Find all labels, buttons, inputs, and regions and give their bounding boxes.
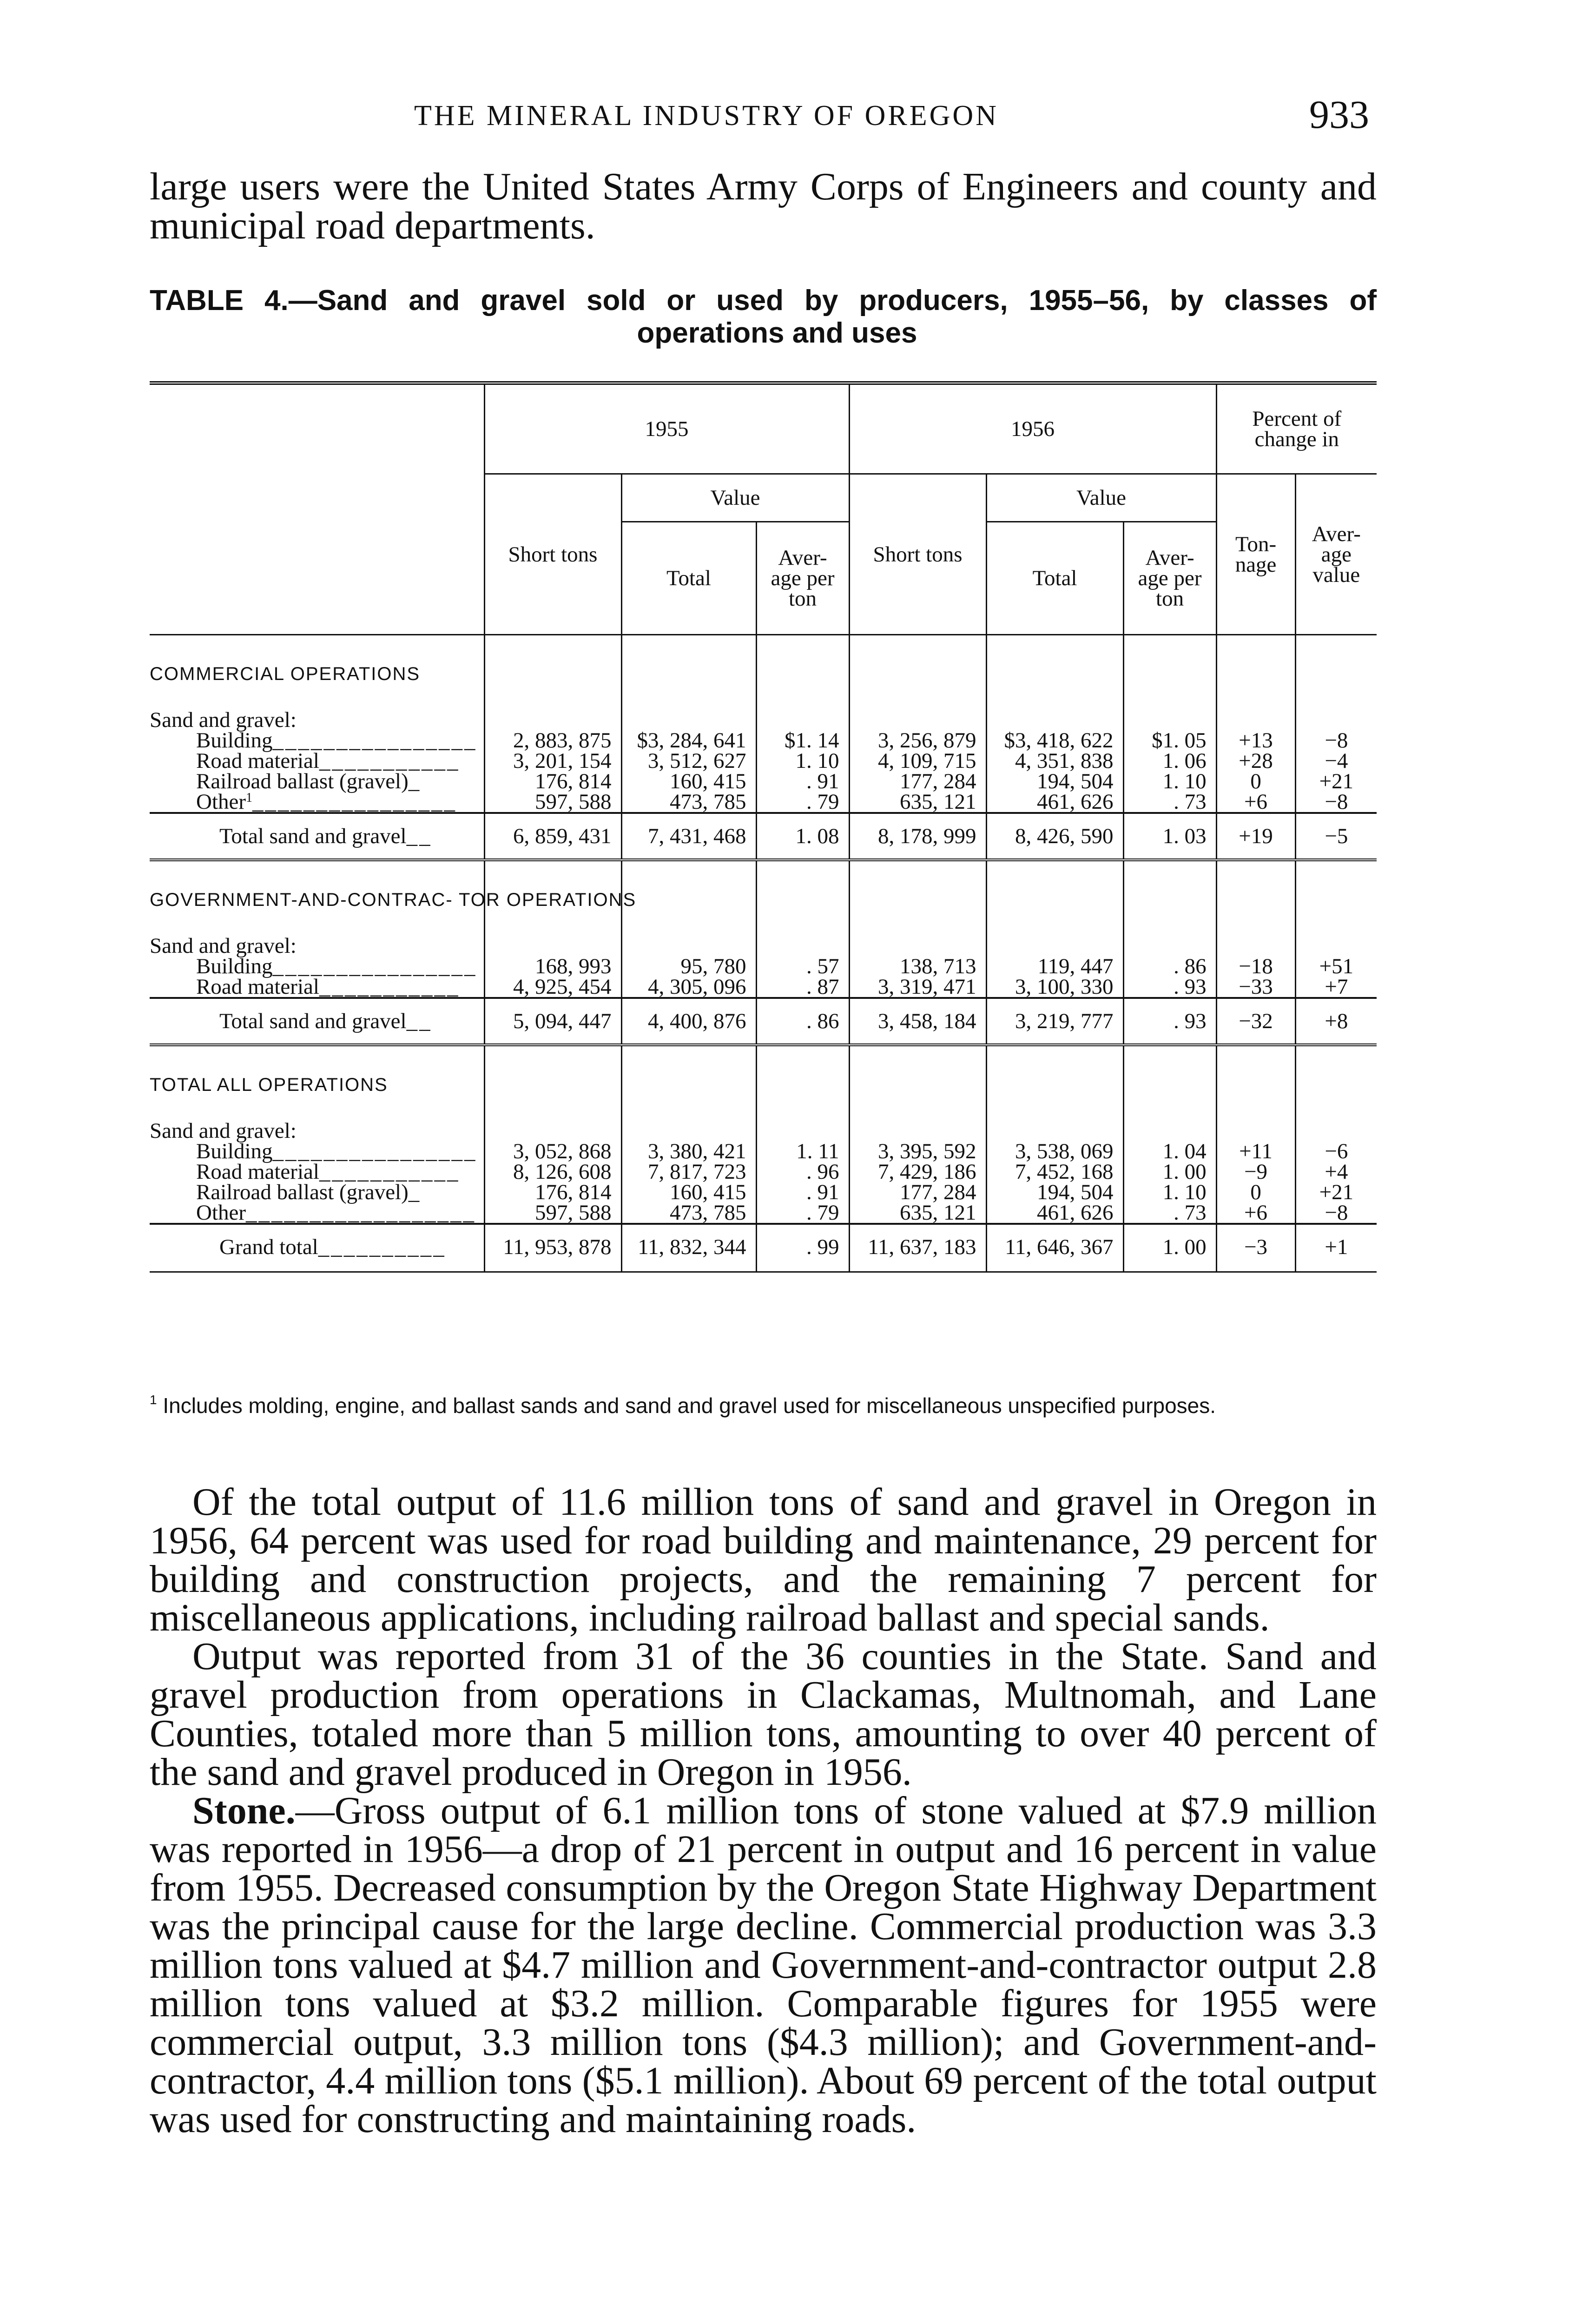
header-year-1956: 1956: [849, 383, 1216, 474]
header-percent-change: Percent of change in: [1216, 383, 1377, 474]
dot-leader: ________________: [252, 790, 457, 814]
header-total-1956: Total: [986, 522, 1123, 635]
cell-a56: 1. 04: [1123, 1141, 1216, 1162]
empty-cell: [849, 635, 986, 699]
cell-t56: 138, 713: [849, 956, 986, 977]
cell-a56: . 86: [1123, 956, 1216, 977]
cell-v56: $3, 418, 622: [986, 730, 1123, 751]
paragraph-counties: Output was reported from 31 of the 36 counties in the State. Sand and gravel production from operations in Clackamas, Multnomah, and Lane Counties, totaled more than 5 million tons, amounting to over 40 percent of the sand and gravel produced in Oregon in 1956.: [150, 1635, 1377, 1794]
empty-cell: [1295, 860, 1377, 924]
header-tonnage: Ton- nage: [1216, 474, 1295, 635]
group-heading-label: GOVERNMENT-AND-CONTRAC- TOR OPERATIONS: [150, 890, 637, 910]
table-row: [150, 751, 1377, 771]
empty-cell: [1295, 1045, 1377, 1109]
group-heading-label: TOTAL ALL OPERATIONS: [150, 1075, 388, 1095]
empty-cell: [621, 860, 756, 924]
row-label: [150, 813, 484, 860]
subheading-label: Sand and gravel:: [150, 708, 297, 732]
cell-v56: 4, 351, 838: [986, 751, 1123, 771]
row-label-text: Building: [196, 728, 273, 753]
row-label-text: Building: [196, 1139, 273, 1163]
cell-v55: 11, 832, 344: [621, 1224, 756, 1272]
cell-t55: 5, 094, 447: [484, 998, 621, 1045]
dot-leader: __: [406, 824, 432, 848]
empty-cell: [621, 699, 756, 730]
group-heading: [150, 860, 1377, 924]
cell-v55: 4, 305, 096: [621, 977, 756, 998]
lead-paragraph: large users were the United States Army Corps of Engineers and county and municipal road departments.: [150, 165, 1377, 247]
group-heading-label: COMMERCIAL OPERATIONS: [150, 664, 421, 684]
cell-percent-tonnage: +6: [1216, 1202, 1295, 1224]
empty-cell: [1216, 1109, 1295, 1141]
empty-cell: [756, 699, 849, 730]
table-caption: [150, 284, 1377, 350]
total-row: [150, 998, 1377, 1045]
header-value-1956: Value: [986, 474, 1216, 522]
empty-cell: [621, 1045, 756, 1109]
header-value-1955: Value: [621, 474, 849, 522]
sand-gravel-table: [150, 381, 1377, 1273]
footnote-marker: 1: [150, 1393, 157, 1407]
cell-percent-tonnage: +19: [1216, 813, 1295, 860]
empty-cell: [756, 860, 849, 924]
cell-v55: 7, 431, 468: [621, 813, 756, 860]
cell-t55: 4, 925, 454: [484, 977, 621, 998]
row-label-text: Railroad ballast (gravel): [196, 769, 409, 793]
empty-cell: [1123, 1045, 1216, 1109]
cell-a56: 1. 00: [1123, 1162, 1216, 1182]
cell-percent-average-value: +21: [1295, 771, 1377, 792]
cell-v56: 461, 626: [986, 1202, 1123, 1224]
cell-t55: 6, 859, 431: [484, 813, 621, 860]
empty-cell: [986, 924, 1123, 956]
cell-a55: . 99: [756, 1224, 849, 1272]
stone-run-in-heading: Stone.: [192, 1789, 296, 1832]
empty-cell: [621, 924, 756, 956]
group-heading: [150, 1045, 1377, 1109]
cell-a56: 1. 10: [1123, 771, 1216, 792]
row-label-text: Road material: [196, 749, 319, 773]
empty-cell: [1216, 924, 1295, 956]
cell-percent-tonnage: −18: [1216, 956, 1295, 977]
cell-percent-tonnage: −9: [1216, 1162, 1295, 1182]
row-label: [150, 998, 484, 1045]
table-body: [150, 635, 1377, 1272]
table-row: [150, 1141, 1377, 1162]
row-label: [150, 771, 484, 792]
cell-a56: . 73: [1123, 1202, 1216, 1224]
table-row: [150, 1162, 1377, 1182]
table-header: [150, 383, 1377, 635]
header-average-per-ton-1956: Aver- age per ton: [1123, 522, 1216, 635]
subheading: [150, 924, 1377, 956]
empty-cell: [484, 699, 621, 730]
cell-t55: 3, 201, 154: [484, 751, 621, 771]
row-label: [150, 1224, 484, 1272]
empty-cell: [484, 1109, 621, 1141]
cell-a55: 1. 10: [756, 751, 849, 771]
stone-paragraph-text: —Gross output of 6.1 million tons of stone valued at $7.9 million was reported in 1956—a drop of 21 percent in output and 16 percent in value from 1955. Decreased consumption by the Oregon State Highway Department was the principal cause for the large decline. Commercial production was 3.3 million tons valued at $4.7 million and Government-and-contractor output 2.8 million tons valued at $3.2 million. Comparable figures for 1955 were commercial output, 3.3 million tons ($4.3 million); and Government-and-contractor, 4.4 million tons ($5.1 million). About 69 percent of the total output was used for constructing and maintaining roads.: [150, 1789, 1377, 2141]
empty-cell: [621, 1109, 756, 1141]
row-label-text: Total sand and gravel: [219, 1009, 407, 1033]
empty-cell: [621, 635, 756, 699]
footnote-text: Includes molding, engine, and ballast sands and sand and gravel used for miscellaneous unspecified purposes.: [163, 1393, 1216, 1418]
cell-percent-tonnage: −33: [1216, 977, 1295, 998]
cell-v55: 160, 415: [621, 771, 756, 792]
dot-leader: _: [408, 1180, 422, 1204]
dot-leader: ___________: [319, 749, 460, 773]
empty-cell: [484, 1045, 621, 1109]
footnote-reference: 1: [246, 791, 253, 805]
table-row: [150, 956, 1377, 977]
cell-percent-tonnage: +28: [1216, 751, 1295, 771]
paragraph-stone: [150, 1791, 1377, 2139]
cell-percent-tonnage: −32: [1216, 998, 1295, 1045]
dot-leader: _: [408, 769, 422, 793]
total-row: [150, 813, 1377, 860]
cell-v56: 11, 646, 367: [986, 1224, 1123, 1272]
cell-v55: 7, 817, 723: [621, 1162, 756, 1182]
cell-a56: 1. 00: [1123, 1224, 1216, 1272]
cell-a55: 1. 08: [756, 813, 849, 860]
subheading-label: Sand and gravel:: [150, 934, 297, 958]
row-label-text: Railroad ballast (gravel): [196, 1180, 409, 1204]
cell-t56: 11, 637, 183: [849, 1224, 986, 1272]
empty-cell: [756, 635, 849, 699]
empty-cell: [484, 924, 621, 956]
cell-t55: 11, 953, 878: [484, 1224, 621, 1272]
table-row: [150, 977, 1377, 998]
empty-cell: [986, 699, 1123, 730]
table-caption-line-2: operations and uses: [637, 317, 917, 349]
cell-v56: 3, 100, 330: [986, 977, 1123, 998]
empty-cell: [1123, 924, 1216, 956]
cell-percent-average-value: −8: [1295, 730, 1377, 751]
cell-v56: 7, 452, 168: [986, 1162, 1123, 1182]
table-row: [150, 1182, 1377, 1202]
cell-v56: 3, 538, 069: [986, 1141, 1123, 1162]
row-label: [150, 1182, 484, 1202]
cell-t55: 3, 052, 868: [484, 1141, 621, 1162]
empty-cell: [986, 860, 1123, 924]
stub-header: [150, 383, 484, 635]
cell-v56: 461, 626: [986, 792, 1123, 813]
cell-t56: 177, 284: [849, 771, 986, 792]
row-label: [150, 730, 484, 751]
empty-cell: [849, 1045, 986, 1109]
row-label-text: Road material: [196, 1160, 319, 1184]
cell-v55: 473, 785: [621, 792, 756, 813]
dot-leader: __________________: [246, 1201, 476, 1225]
dot-leader: ___________: [319, 1160, 460, 1184]
cell-percent-tonnage: 0: [1216, 1182, 1295, 1202]
cell-t55: 597, 588: [484, 1202, 621, 1224]
cell-v55: $3, 284, 641: [621, 730, 756, 751]
table-row: [150, 792, 1377, 813]
empty-cell: [849, 1109, 986, 1141]
header-average-per-ton-1955: Aver- age per ton: [756, 522, 849, 635]
cell-t56: 635, 121: [849, 1202, 986, 1224]
subheading-label: Sand and gravel:: [150, 1119, 297, 1143]
cell-t55: 176, 814: [484, 771, 621, 792]
empty-cell: [1123, 1109, 1216, 1141]
cell-v55: 473, 785: [621, 1202, 756, 1224]
header-short-tons-1956: Short tons: [849, 474, 986, 635]
empty-cell: [1295, 924, 1377, 956]
cell-a55: 1. 11: [756, 1141, 849, 1162]
table-row: [150, 1202, 1377, 1224]
row-label: [150, 1162, 484, 1182]
cell-t56: 635, 121: [849, 792, 986, 813]
dot-leader: __________: [318, 1235, 446, 1259]
cell-percent-average-value: +51: [1295, 956, 1377, 977]
cell-percent-tonnage: 0: [1216, 771, 1295, 792]
row-label-text: Other: [196, 1201, 246, 1225]
header-total-1955: Total: [621, 522, 756, 635]
dot-leader: ________________: [272, 1139, 477, 1163]
cell-a55: . 91: [756, 1182, 849, 1202]
cell-t56: 3, 395, 592: [849, 1141, 986, 1162]
row-label: [150, 977, 484, 998]
row-label: [150, 1202, 484, 1224]
running-head: [161, 91, 1369, 142]
cell-a56: 1. 03: [1123, 813, 1216, 860]
empty-cell: [1123, 860, 1216, 924]
row-label-text: Other: [196, 790, 246, 814]
empty-cell: [1216, 860, 1295, 924]
empty-cell: [849, 924, 986, 956]
cell-t56: 4, 109, 715: [849, 751, 986, 771]
empty-cell: [986, 1109, 1123, 1141]
cell-percent-tonnage: +6: [1216, 792, 1295, 813]
empty-cell: [1123, 635, 1216, 699]
cell-v56: 194, 504: [986, 1182, 1123, 1202]
cell-percent-tonnage: +13: [1216, 730, 1295, 751]
cell-percent-average-value: −5: [1295, 813, 1377, 860]
subheading: [150, 699, 1377, 730]
cell-t55: 2, 883, 875: [484, 730, 621, 751]
cell-percent-average-value: +1: [1295, 1224, 1377, 1272]
cell-percent-average-value: −4: [1295, 751, 1377, 771]
group-heading: [150, 635, 1377, 699]
cell-a55: . 96: [756, 1162, 849, 1182]
table-row: [150, 771, 1377, 792]
cell-t56: 3, 458, 184: [849, 998, 986, 1045]
empty-cell: [1123, 699, 1216, 730]
cell-percent-average-value: −6: [1295, 1141, 1377, 1162]
header-average-value: Aver- age value: [1295, 474, 1377, 635]
cell-t56: 7, 429, 186: [849, 1162, 986, 1182]
cell-percent-tonnage: +11: [1216, 1141, 1295, 1162]
cell-a56: $1. 05: [1123, 730, 1216, 751]
empty-cell: [1295, 699, 1377, 730]
cell-t56: 3, 256, 879: [849, 730, 986, 751]
cell-v56: 119, 447: [986, 956, 1123, 977]
empty-cell: [986, 635, 1123, 699]
cell-t55: 176, 814: [484, 1182, 621, 1202]
table-footnote: [150, 1393, 1377, 1418]
cell-v56: 194, 504: [986, 771, 1123, 792]
cell-percent-average-value: −8: [1295, 1202, 1377, 1224]
row-label-text: Grand total: [219, 1235, 318, 1259]
empty-cell: [1295, 1109, 1377, 1141]
cell-a55: . 79: [756, 792, 849, 813]
header-short-tons-1955: Short tons: [484, 474, 621, 635]
cell-v56: 3, 219, 777: [986, 998, 1123, 1045]
table-container: [150, 381, 1377, 1273]
cell-v56: 8, 426, 590: [986, 813, 1123, 860]
empty-cell: [756, 924, 849, 956]
cell-a56: . 93: [1123, 998, 1216, 1045]
body-text: [150, 1480, 1377, 2141]
empty-cell: [849, 699, 986, 730]
table-row: [150, 730, 1377, 751]
cell-a55: . 86: [756, 998, 849, 1045]
dot-leader: ___________: [319, 975, 460, 999]
row-label-text: Building: [196, 954, 273, 978]
cell-a56: 1. 06: [1123, 751, 1216, 771]
empty-cell: [484, 635, 621, 699]
cell-v55: 4, 400, 876: [621, 998, 756, 1045]
empty-cell: [1295, 635, 1377, 699]
dot-leader: __: [406, 1009, 432, 1033]
cell-percent-average-value: −8: [1295, 792, 1377, 813]
cell-percent-average-value: +7: [1295, 977, 1377, 998]
empty-cell: [756, 1045, 849, 1109]
cell-t56: 8, 178, 999: [849, 813, 986, 860]
cell-a55: $1. 14: [756, 730, 849, 751]
row-label: [150, 792, 484, 813]
cell-a56: . 73: [1123, 792, 1216, 813]
row-label: [150, 751, 484, 771]
cell-v55: 3, 380, 421: [621, 1141, 756, 1162]
header-year-1955: 1955: [484, 383, 849, 474]
empty-cell: [1216, 699, 1295, 730]
row-label-text: Total sand and gravel: [219, 824, 407, 848]
cell-percent-average-value: +21: [1295, 1182, 1377, 1202]
table-caption-line-1: TABLE 4.—Sand and gravel sold or used by producers, 1955–56, by classes of: [150, 284, 1377, 317]
cell-a55: . 91: [756, 771, 849, 792]
empty-cell: [986, 1045, 1123, 1109]
cell-v55: 3, 512, 627: [621, 751, 756, 771]
cell-a55: . 79: [756, 1202, 849, 1224]
cell-a56: . 93: [1123, 977, 1216, 998]
cell-v55: 95, 780: [621, 956, 756, 977]
running-title: THE MINERAL INDUSTRY OF OREGON: [414, 100, 999, 132]
cell-percent-average-value: +4: [1295, 1162, 1377, 1182]
paragraph-usage: Of the total output of 11.6 million tons of sand and gravel in Oregon in 1956, 64 percent was used for road building and maintenance, 29 percent for building and construction projects, and the remaining 7 percent for miscellaneous applications, including railroad ballast and special sands.: [150, 1480, 1377, 1639]
subheading: [150, 1109, 1377, 1141]
empty-cell: [1216, 635, 1295, 699]
cell-percent-tonnage: −3: [1216, 1224, 1295, 1272]
cell-percent-average-value: +8: [1295, 998, 1377, 1045]
row-label: [150, 1141, 484, 1162]
page-number: 933: [1309, 92, 1369, 137]
cell-t55: 597, 588: [484, 792, 621, 813]
grand-total-row: [150, 1224, 1377, 1272]
empty-cell: [1216, 1045, 1295, 1109]
cell-t55: 8, 126, 608: [484, 1162, 621, 1182]
row-label-text: Road material: [196, 975, 319, 999]
cell-t56: 3, 319, 471: [849, 977, 986, 998]
empty-cell: [756, 1109, 849, 1141]
cell-a56: 1. 10: [1123, 1182, 1216, 1202]
cell-v55: 160, 415: [621, 1182, 756, 1202]
dot-leader: ________________: [272, 954, 477, 978]
cell-a55: . 57: [756, 956, 849, 977]
cell-t55: 168, 993: [484, 956, 621, 977]
cell-a55: . 87: [756, 977, 849, 998]
empty-cell: [849, 860, 986, 924]
dot-leader: ________________: [272, 728, 477, 753]
cell-t56: 177, 284: [849, 1182, 986, 1202]
row-label: [150, 956, 484, 977]
